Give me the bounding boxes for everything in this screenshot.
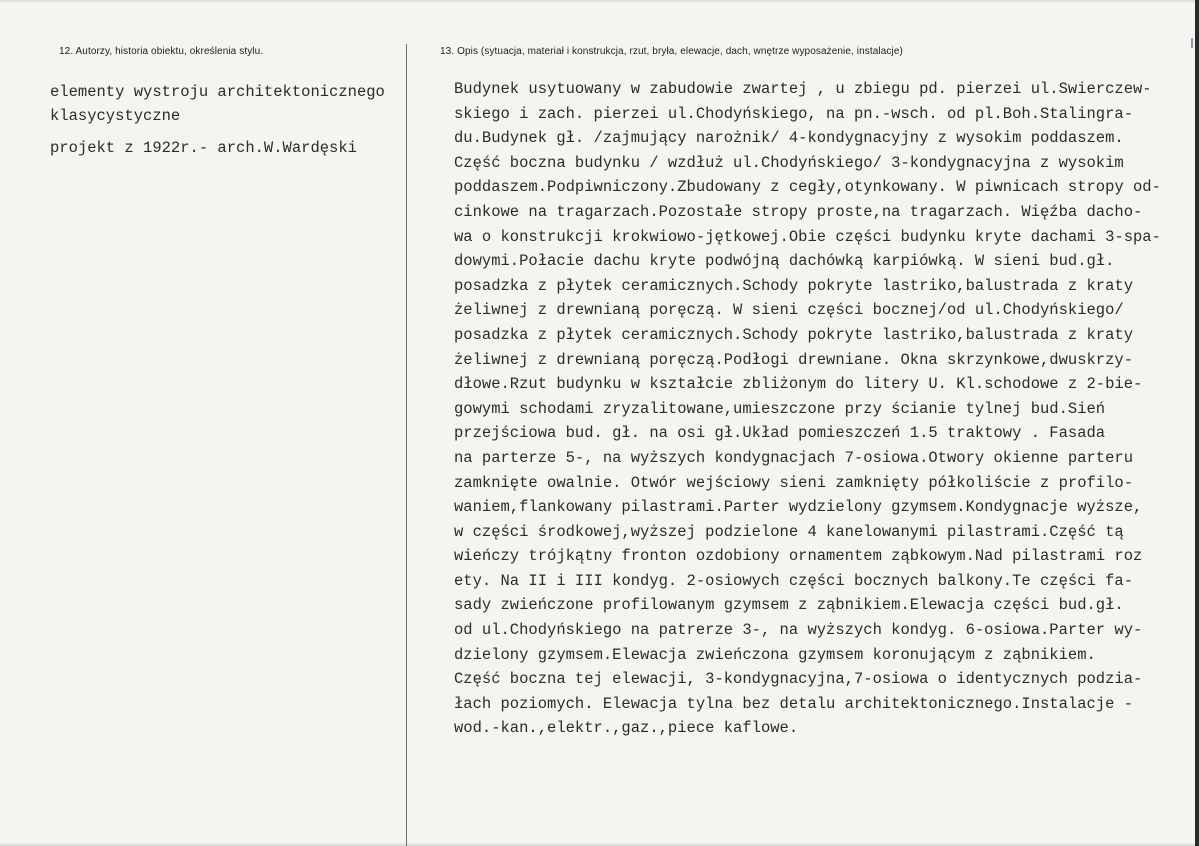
description-line: skiego i zach. pierzei ul.Chodyńskiego, na pn.-wsch. od pl.Boh.Stalingra-	[454, 104, 1134, 123]
page-top-shadow	[0, 0, 1199, 3]
description-line: ety. Na II i III kondyg. 2-osiowych części bocznych balkony.Te części fa-	[454, 571, 1134, 590]
left-line-2: klasycystyczne	[50, 107, 181, 125]
description-line: Budynek usytuowany w zabudowie zwartej , u zbiegu pd. pierzei ul.Swierczew-	[454, 80, 1152, 98]
description-line: Część boczna tej elewacji, 3-kondygnacyjna,7-osiowa o identycznych podzia-	[454, 670, 1143, 689]
description-line: żeliwnej z drewnianą poręczą. W sieni części bocznej/od ul.Chodyńskiego/	[454, 301, 1124, 320]
scan-artifact-mark	[1191, 38, 1193, 48]
left-spacer	[50, 128, 385, 136]
description-line: waniem,flankowany pilastrami.Parter wydzielony gzymsem.Kondygnacje wyższe,	[454, 498, 1143, 517]
authors-history-style-text	[50, 80, 385, 160]
description-line: wa o konstrukcji krokwiowo-jętkowej.Obie części budynku kryte dachami 3-spa-	[454, 227, 1161, 246]
description-line: du.Budynek gł. /zajmujący narożnik/ 4-kondygnacyjny z wysokim poddaszem.	[454, 129, 1124, 148]
description-line: cinkowe na tragarzach.Pozostałe stropy proste,na tragarzach. Więźba dacho-	[454, 202, 1143, 221]
description-line: na parterze 5-, na wyższych kondygnacjach 7-osiowa.Otwory okienne parteru	[454, 448, 1134, 467]
description-line: wieńczy trójkątny fronton ozdobiony ornamentem ząbkowym.Nad pilastrami roz	[454, 547, 1143, 566]
description-line: poddaszem.Podpiwniczony.Zbudowany z cegły,otynkowany. W piwnicach stropy od-	[454, 178, 1161, 197]
description-line: dłowe.Rzut budynku w kształcie zbliżonym do litery U. Kl.schodowe z 2-bie-	[454, 375, 1143, 394]
description-line: Część boczna budynku / wzdłuż ul.Chodyńskiego/ 3-kondygnacyjna z wysokim	[454, 153, 1124, 172]
description-line: gowymi schodami zryzalitowane,umieszczone przy ścianie tylnej bud.Sień	[454, 399, 1106, 418]
description-line: dowymi.Połacie dachu kryte podwójną dachówką karpiówką. W sieni bud.gł.	[454, 252, 1115, 271]
left-line-1: elementy wystroju architektonicznego	[50, 83, 385, 101]
description-line: sady zwieńczone profilowanym gzymsem z ząbnikiem.Elewacja części bud.gł.	[454, 596, 1124, 615]
description-line: wod.-kan.,elektr.,gaz.,piece kaflowe.	[454, 719, 799, 738]
section-12-header: 12. Autorzy, historia obiektu, określenia stylu.	[59, 46, 264, 57]
description-line: łach poziomych. Elewacja tylna bez detalu architektonicznego.Instalacje -	[454, 694, 1134, 713]
description-line: posadzka z płytek ceramicznych.Schody pokryte lastriko,balustrada z kraty	[454, 325, 1134, 344]
column-divider	[406, 44, 407, 846]
description-line: od ul.Chodyńskiego na patrerze 3-, na wyższych kondyg. 6-osiowa.Parter wy-	[454, 621, 1143, 640]
description-line: przejściowa bud. gł. na osi gł.Układ pomieszczeń 1.5 traktowy . Fasada	[454, 424, 1106, 443]
section-13-header: 13. Opis (sytuacja, materiał i konstrukcja, rzut, bryła, elewacje, dach, wnętrze wyposażenie, instalacje)	[440, 46, 903, 57]
description-line: posadzka z płytek ceramicznych.Schody pokryte lastriko,balustrada z kraty	[454, 276, 1134, 295]
description-line: w części środkowej,wyższej podzielone 4 kanelowanymi pilastrami.Część tą	[454, 522, 1124, 541]
page-right-border	[1195, 0, 1199, 846]
description-line: żeliwnej z drewnianą poręczą.Podłogi drewniane. Okna skrzynkowe,dwuskrzy-	[454, 350, 1134, 369]
description-line: dzielony gzymsem.Elewacja zwieńczona gzymsem koronującym z ząbnikiem.	[454, 645, 1096, 664]
left-line-3: projekt z 1922r.- arch.W.Wardęski	[50, 139, 357, 157]
description-line: zamknięte owalnie. Otwór wejściowy sieni zamknięty półkoliście z profilo-	[454, 473, 1134, 492]
building-description-text	[454, 77, 1194, 741]
